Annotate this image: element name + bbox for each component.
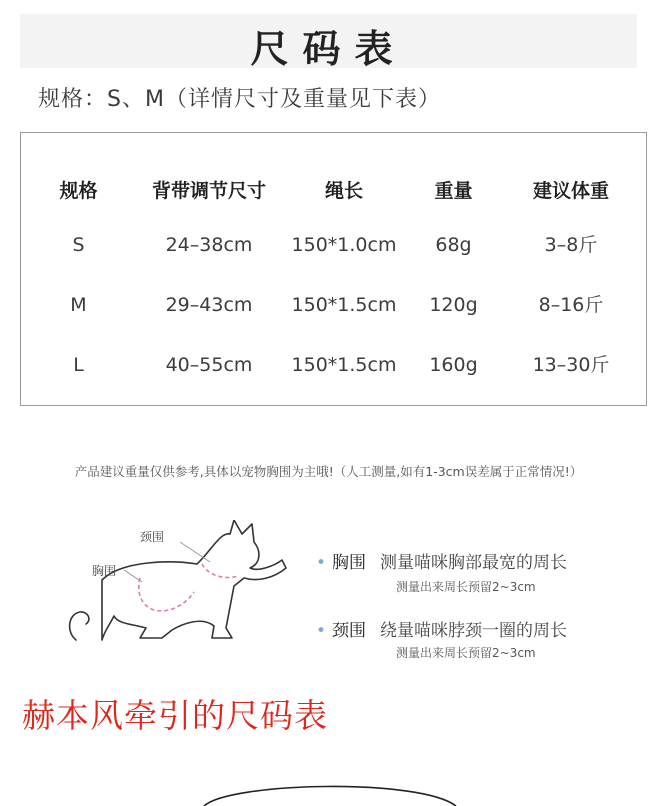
column-header: 建议体重 <box>532 180 609 202</box>
table-cell: 150*1.0cm <box>291 234 397 256</box>
neck-sub: 测量出来周长预留2~3cm <box>396 646 536 660</box>
table-row <box>21 285 646 325</box>
page-title: 尺码表 <box>250 26 407 71</box>
cat-diagram <box>62 520 302 650</box>
table-row <box>21 225 646 265</box>
chest-label: 胸围 <box>92 564 117 578</box>
bullet-icon: • <box>316 621 327 641</box>
chest-key: 胸围 <box>332 553 367 573</box>
table-cell: S <box>72 234 85 256</box>
chest-sub: 测量出来周长预留2~3cm <box>396 580 536 594</box>
table-cell: 150*1.5cm <box>291 354 397 376</box>
cat-outline-icon <box>62 520 302 650</box>
table-header-row <box>21 171 646 211</box>
neck-info-row <box>316 616 567 641</box>
table-cell: 40–55cm <box>165 354 253 376</box>
table-cell: 29–43cm <box>165 294 253 316</box>
table-cell: L <box>73 354 84 376</box>
table-cell: 150*1.5cm <box>291 294 397 316</box>
table-cell: 13–30斤 <box>532 354 610 376</box>
column-header: 规格 <box>59 180 98 202</box>
measurement-note: 产品建议重量仅供参考,具体以宠物胸围为主哦!（人工测量,如有1-3cm误差属于正常情况!） <box>74 464 583 479</box>
chest-info-row <box>316 548 567 573</box>
spec-line: 规格：S、M（详情尺寸及重量见下表） <box>38 87 441 112</box>
table-cell: 24–38cm <box>165 234 253 256</box>
table-cell: 120g <box>429 294 478 316</box>
next-section-outline <box>200 776 460 806</box>
table-cell: 160g <box>429 354 478 376</box>
table-cell: 8–16斤 <box>538 294 604 316</box>
column-header: 背带调节尺寸 <box>151 180 266 202</box>
neck-key: 颈围 <box>332 621 367 641</box>
chest-desc: 测量喵咪胸部最宽的周长 <box>380 553 568 573</box>
neck-desc: 绕量喵咪脖颈一圈的周长 <box>380 621 568 641</box>
column-header: 绳长 <box>324 180 363 202</box>
section-title: 赫本风牵引的尺码表 <box>22 696 328 735</box>
table-row <box>21 345 646 385</box>
bullet-icon: • <box>316 553 327 573</box>
neck-label: 颈围 <box>140 530 165 544</box>
table-cell: 3–8斤 <box>544 234 598 256</box>
table-cell: 68g <box>435 234 472 256</box>
table-cell: M <box>70 294 87 316</box>
size-table <box>20 132 647 406</box>
column-header: 重量 <box>434 180 473 202</box>
